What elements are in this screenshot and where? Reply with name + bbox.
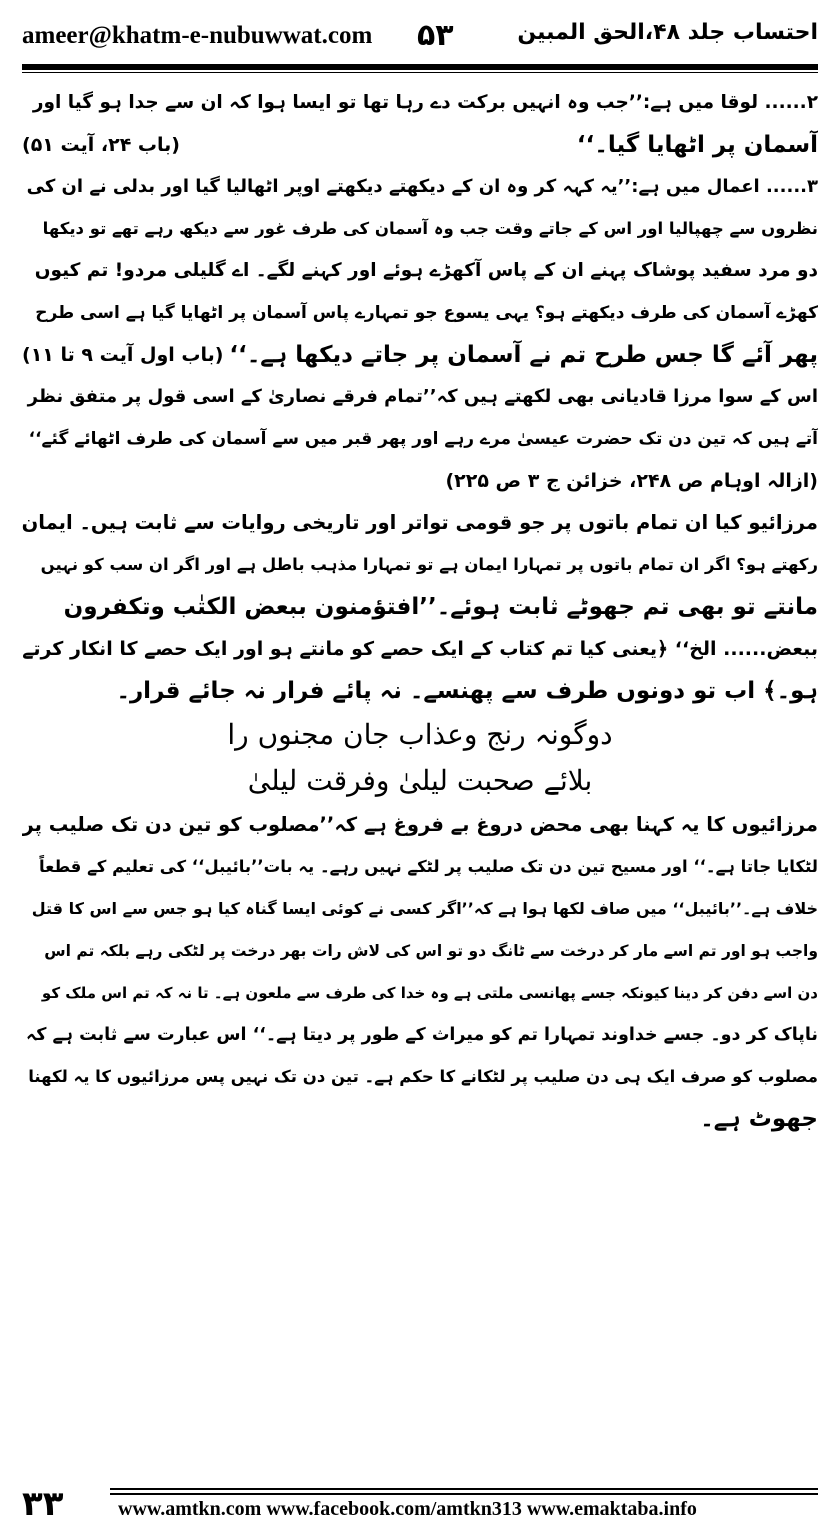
- body-line: آتے ہیں کہ تین دن تک حضرت عیسیٰ مرے رہے اور پھر قبر میں سے آسمان کی طرف اٹھائے گئے‘‘: [28, 429, 818, 449]
- footer-rule: [110, 1493, 818, 1495]
- body-line: دو مرد سفید پوشاک پہنے ان کے پاس آکھڑے ہوئے اور کہنے لگے۔ اے گلیلی مردو! تم کیوں: [34, 260, 818, 281]
- reference-note: (ازالہ اوہام ص ۲۴۸، خزائن ج ۳ ص ۲۲۵): [445, 470, 818, 492]
- footer-page-number: ۳۳: [22, 1484, 64, 1524]
- body-line: مرزائیو کیا ان تمام باتوں پر جو قومی تواتر اور تاریخی روایات سے ثابت ہیں۔ ایمان: [22, 511, 818, 534]
- body-line: دن اسے دفن کر دینا کیونکہ جسے پھانسی ملتی ہے وہ خدا کی طرف سے ملعون ہے۔ تا نہ کہ تم اس ملک کو: [41, 984, 818, 1002]
- body-line: کھڑے آسمان کی طرف دیکھتے ہو؟ یہی یسوع جو تمہارے پاس آسمان پر اٹھایا گیا ہے اسی طرح: [35, 303, 818, 323]
- body-line: آسمان پر اٹھایا گیا۔‘‘: [576, 132, 818, 158]
- page-footer: [22, 1484, 818, 1528]
- body-line: مانتے تو بھی تم جھوٹے ثابت ہوئے۔’’افتؤمنون ببعض الکتٰب وتکفرون: [63, 594, 818, 620]
- body-line: اس کے سوا مرزا قادیانی بھی لکھتے ہیں کہ’’تمام فرقے نصاریٰ کے اسی قول پر متفق نظر: [27, 386, 818, 407]
- reference-note: (باب ۲۴، آیت ۵۱): [22, 134, 180, 156]
- body-line: ہو۔﴾ اب تو دونوں طرف سے پھنسے۔ نہ پائے فرار نہ جائے قرار۔: [116, 678, 818, 704]
- body-line: نظروں سے چھپالیا اور اس کے جاتے وقت جب وہ آسمان کی طرف غور سے دیکھ رہے تھے تو دیکھا: [42, 219, 818, 238]
- header-rule-thick: [22, 64, 818, 70]
- header-rule-thin: [22, 72, 818, 73]
- body-line: پھر آئے گا جس طرح تم نے آسمان پر جاتے دیکھا ہے۔‘‘: [229, 342, 818, 368]
- body-line: رکھتے ہو؟ اگر ان تمام باتوں پر تمہارا ایمان ہے تو تمہارا مذہب باطل ہے اور اگر ان سب کو نہیں: [40, 555, 818, 574]
- poem-verse: بلائے صحبت لیلیٰ وفرقت لیلیٰ: [247, 764, 593, 797]
- body-line: ببعض...... الخ‘‘ ﴿یعنی کیا تم کتاب کے ایک حصے کو مانتے ہو اور ایک حصے کا انکار کرتے: [22, 638, 818, 660]
- body-line: ۳...... اعمال میں ہے:’’یہ کہہ کر وہ ان کے دیکھتے دیکھتے اوپر اٹھالیا گیا اور بدلی نے ان کی: [26, 176, 818, 197]
- body-line: ناپاک کر دو۔ جسے خداوند تمہارا تم کو میراث کے طور پر دیتا ہے۔‘‘ اس عبارت سے ثابت ہے کہ: [25, 1025, 818, 1045]
- header-page-number: ۵۳: [417, 18, 454, 53]
- header-email: ameer@khatm-e-nubuwwat.com: [22, 22, 373, 49]
- body-line: مصلوب کو صرف ایک ہی دن صلیب پر لٹکانے کا حکم ہے۔ تین دن تک نہیں پس مرزائیوں کا یہ لکھنا: [28, 1067, 818, 1086]
- body-line: مرزائیوں کا یہ کہنا بھی محض دروغ بے فروغ ہے کہ’’مصلوب کو تین دن تک صلیب پر: [22, 813, 818, 836]
- body-line: جھوٹ ہے۔: [700, 1106, 818, 1132]
- poem-verse: دوگونہ رنج وعذاب جان مجنوں را: [227, 718, 613, 751]
- body-line: ۲...... لوقا میں ہے:’’جب وہ انہیں برکت دے رہا تھا تو ایسا ہوا کہ ان سے جدا ہو گیا اور: [32, 92, 818, 113]
- reference-note: (باب اول آیت ۹ تا ۱۱): [22, 344, 224, 366]
- body-line: لٹکایا جاتا ہے۔‘‘ اور مسیح تین دن تک صلیب پر لٹکے نہیں رہے۔ یہ بات’’بائیبل‘‘ کی تعلیم کے قطعاً: [38, 857, 818, 876]
- header-journal-title: احتساب جلد ۴۸،الحق المبین: [517, 20, 818, 45]
- page-body: [22, 82, 818, 1472]
- page-header: [22, 18, 818, 64]
- footer-urls: www.amtkn.com www.facebook.com/amtkn313 www.emaktaba.info: [118, 1498, 697, 1520]
- body-line: واجب ہو اور تم اسے مار کر درخت سے ٹانگ دو تو اس کی لاش رات بھر درخت پر لٹکی رہے بلکہ تم اس: [44, 942, 818, 960]
- footer-rule: [110, 1488, 818, 1490]
- body-line: خلاف ہے۔’’بائیبل‘‘ میں صاف لکھا ہوا ہے کہ’’اگر کسی نے کوئی ایسا گناہ کیا ہو جس سے اس کا قتل: [31, 899, 818, 918]
